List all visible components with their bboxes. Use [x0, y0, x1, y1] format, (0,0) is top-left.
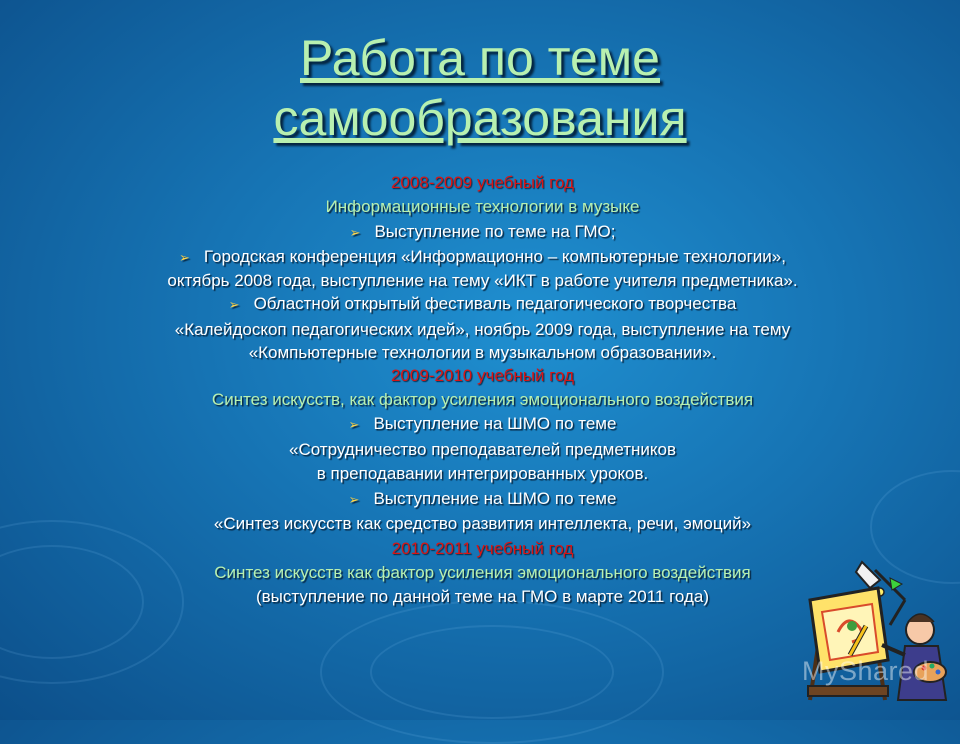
title-line-1: Работа по теме	[300, 30, 660, 86]
list-item: ➢ Выступление на ШМО по теме	[348, 488, 617, 508]
bullet-arrow-icon: ➢	[228, 297, 240, 312]
bullet-arrow-icon: ➢	[179, 250, 190, 265]
list-item-continued: «Сотрудничество преподавателей предметников	[288, 439, 676, 459]
bullet-arrow-icon: ➢	[349, 224, 361, 240]
watermark-text: MyShared	[802, 656, 930, 686]
list-item-continued: «Калейдоскоп педагогических идей», ноябрь 2009 года, выступление на тему «Компьютерные технологии в музыкальном образовании».	[174, 319, 791, 362]
list-item-continued: (выступление по данной теме на ГМО в марте 2011 года)	[255, 587, 710, 606]
list-item: ➢ Выступление на ШМО по теме	[348, 414, 617, 433]
topic-heading: Информационные технологии в музыке	[325, 197, 640, 216]
list-item-continued: в преподавании интегрированных уроков.	[316, 464, 649, 483]
list-item: ➢ Выступление по теме на ГМО;	[349, 221, 616, 241]
topic-heading: Синтез искусств как фактор усиления эмоционального воздействия	[214, 562, 751, 582]
title-line-2: самообразования	[273, 90, 687, 146]
artist-easel-clipart	[780, 560, 950, 710]
slide-title	[0, 28, 960, 148]
list-item: ➢ Городская конференция «Информационно – компьютерные технологии», октябрь 2008 года, выступление на тему «ИКТ в работе учителя предметника».	[167, 247, 798, 290]
year-heading: 2008-2009 учебный год	[390, 173, 575, 192]
bullet-arrow-icon: ➢	[348, 417, 360, 432]
ripple-decoration	[370, 625, 614, 719]
list-item-continued: «Синтез искусств как средство развития интеллекта, речи, эмоций»	[213, 514, 752, 533]
bullet-arrow-icon: ➢	[348, 491, 360, 507]
list-item: ➢ Областной открытый фестиваль педагогического творчества	[228, 294, 737, 313]
year-heading: 2010-2011 учебный год	[391, 538, 574, 558]
year-heading: 2009-2010 учебный год	[390, 365, 575, 385]
topic-heading: Синтез искусств, как фактор усиления эмоционального воздействия	[211, 389, 754, 409]
slide-content	[60, 171, 905, 610]
